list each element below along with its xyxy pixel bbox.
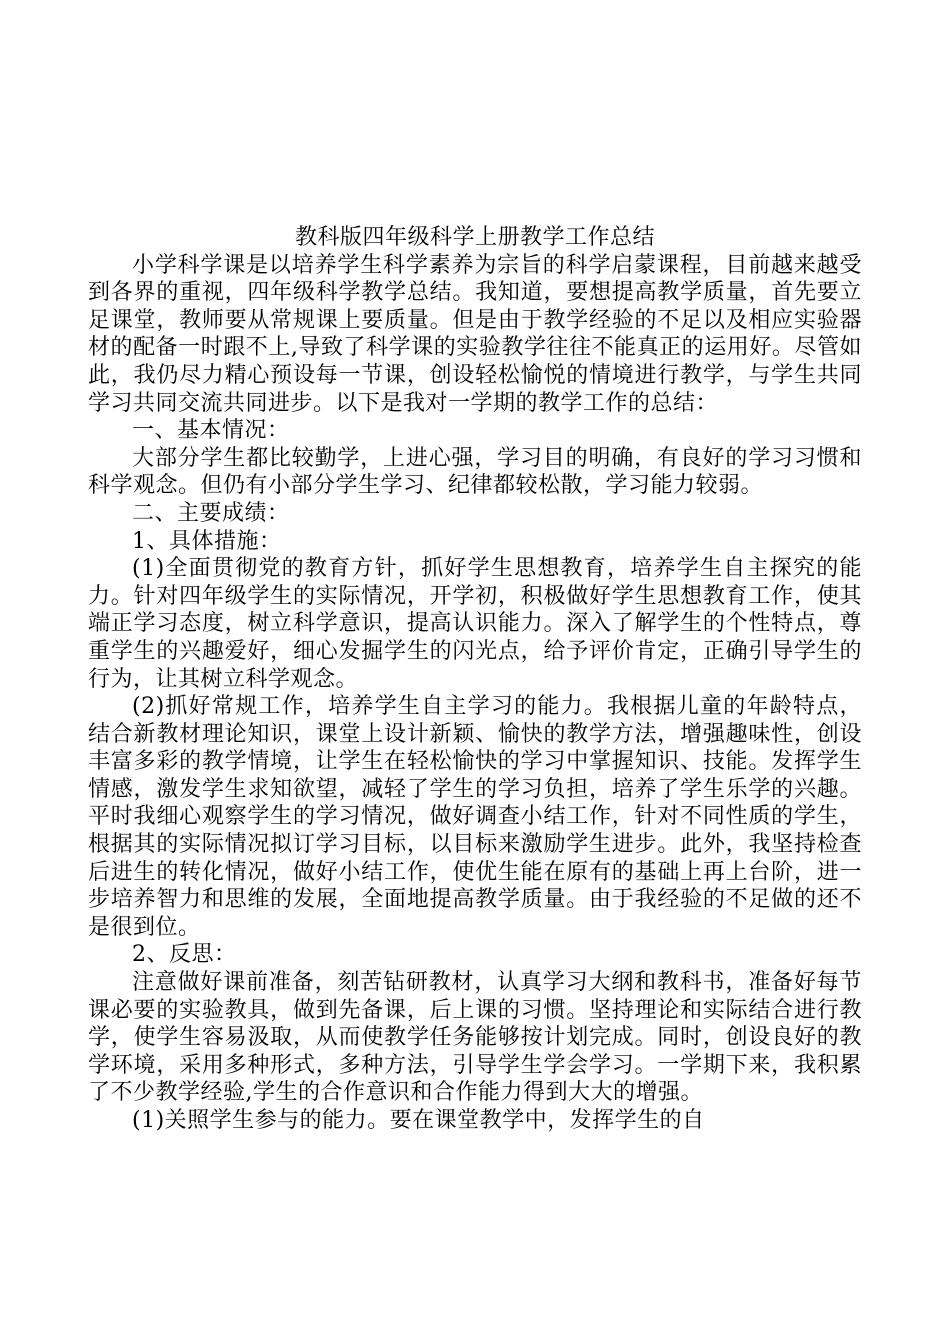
section-heading-basic-situation: 一、基本情况：	[132, 418, 290, 444]
basic-situation-paragraph: 大部分学生都比较勤学，上进心强，学习目的明确，有良好的学习习惯和科学观念。但仍有小部分学生学习、纪律都较松散，学习能力较弱。	[88, 445, 862, 499]
reflection-paragraph: 注意做好课前准备，刻苦钻研教材，认真学习大纲和教科书，准备好每节课必要的实验教具，做到先备课，后上课的习惯。坚持理论和实际结合进行教学，使学生容易汲取，从而使教学任务能够按计划完成。同时，创设良好的教学环境，采用多种形式，多种方法，引导学生学会学习。一学期下来，我积累了不少教学经验,学生的合作意识和合作能力得到大大的增强。	[88, 970, 862, 1106]
measure-1-paragraph: (1)全面贯彻党的教育方针，抓好学生思想教育，培养学生自主探究的能力。针对四年级学生的实际情况，开学初，积极做好学生思想教育工作，使其端正学习态度，树立科学意识，提高认识能力。深入了解学生的个性特点，尊重学生的兴趣爱好，细心发掘学生的闪光点，给予评价肯定，正确引导学生的行为，让其树立科学观念。	[88, 556, 862, 692]
subheading-specific-measures: 1、具体措施：	[132, 528, 282, 554]
reflection-point-1-paragraph: (1)关照学生参与的能力。要在课堂教学中，发挥学生的自	[132, 1108, 705, 1133]
document-page	[88, 224, 862, 1135]
subheading-reflection: 2、反思：	[132, 942, 237, 968]
intro-paragraph: 小学科学课是以培养学生科学素养为宗旨的科学启蒙课程，目前越来越受到各界的重视，四年级科学教学总结。我知道，要想提高教学质量，首先要立足课堂，教师要从常规课上要质量。但是由于教学经验的不足以及相应实验器材的配备一时跟不上,导致了科学课的实验教学往往不能真正的运用好。尽管如此，我仍尽力精心预设每一节课，创设轻松愉悦的情境进行教学，与学生共同学习共同交流共同进步。以下是我对一学期的教学工作的总结：	[88, 252, 862, 416]
measure-2-paragraph: (2)抓好常规工作，培养学生自主学习的能力。我根据儿童的年龄特点，结合新教材理论知识，课堂上设计新颖、愉快的教学方法，增强趣味性，创设丰富多彩的教学情境，让学生在轻松愉快的学习中掌握知识、技能。发挥学生情感，激发学生求知欲望，减轻了学生的学习负担，培养了学生乐学的兴趣。平时我细心观察学生的学习情况，做好调查小结工作，针对不同性质的学生，根据其的实际情况拟订学习目标，以目标来激励学生进步。此外，我坚持检查后进生的转化情况，做好小结工作，使优生能在原有的基础上再上台阶，进一步培养智力和思维的发展，全面地提高教学质量。由于我经验的不足做的还不是很到位。	[88, 694, 862, 940]
section-heading-main-achievements: 二、主要成绩：	[132, 500, 290, 526]
document-title: 教科版四年级科学上册教学工作总结	[294, 225, 655, 250]
